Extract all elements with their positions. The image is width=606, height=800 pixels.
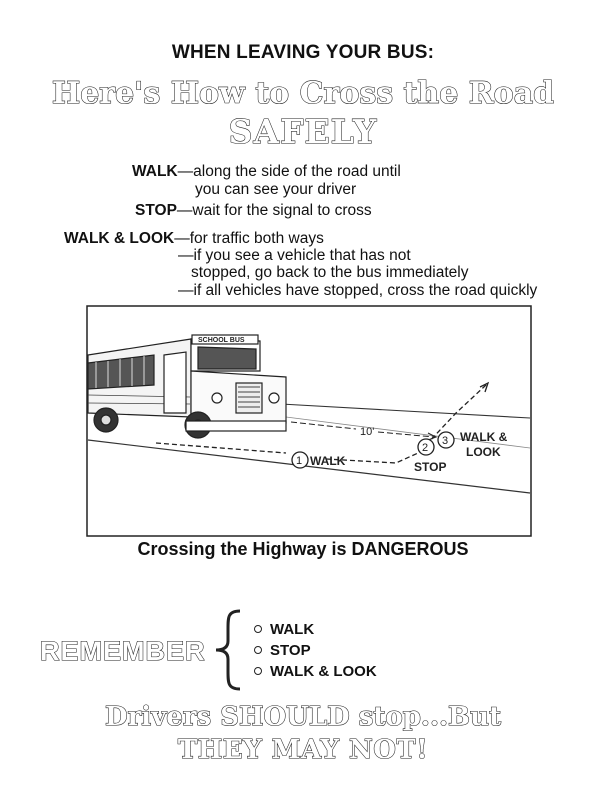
- bumper: [186, 421, 286, 431]
- remember-word: REMEMBER: [40, 636, 206, 666]
- header-line: WHEN LEAVING YOUR BUS:: [171, 42, 435, 63]
- step-2-number: 2: [422, 442, 429, 454]
- footer-line-1: Drivers SHOULD stop...But: [105, 702, 501, 732]
- instruction-walk: [132, 163, 401, 181]
- step-3-label-2: LOOK: [466, 445, 501, 459]
- remember-item-walk-look: WALK & LOOK: [254, 663, 377, 680]
- bullet-icon: [254, 667, 262, 675]
- walk-text-continued: you can see your driver: [195, 181, 357, 198]
- stop-label: STOP: [135, 202, 177, 219]
- walk-look-label: WALK & LOOK: [64, 230, 175, 247]
- step-3-number: 3: [442, 435, 449, 447]
- walk-label: WALK: [132, 163, 178, 180]
- headlight-right: [269, 393, 279, 403]
- walk-look-text: —for traffic both ways: [174, 230, 324, 247]
- curly-brace-icon: [206, 607, 248, 693]
- step-1-label: WALK: [310, 454, 346, 468]
- step-3-label-1: WALK &: [460, 430, 508, 444]
- bus-door: [164, 352, 186, 413]
- school-bus: [88, 335, 286, 438]
- stop-text: —wait for the signal to cross: [176, 202, 372, 219]
- footer-line-2: THEY MAY NOT!: [177, 735, 429, 765]
- walk-text: —along the side of the road until: [177, 163, 401, 180]
- title-line-1: Here's How to Cross the Road: [51, 76, 555, 111]
- step-2-label: STOP: [414, 460, 447, 474]
- bus-sign-text: SCHOOL BUS: [198, 337, 245, 344]
- title-line-2: SAFELY: [228, 112, 378, 151]
- instruction-stop: [135, 202, 372, 220]
- illustration-caption: Crossing the Highway is DANGEROUS: [137, 539, 469, 559]
- walk-look-text-2: —if you see a vehicle that has not: [178, 247, 411, 264]
- bullet-icon: [254, 646, 262, 654]
- windshield: [198, 347, 256, 369]
- illustration-frame: [87, 306, 531, 536]
- walk-look-text-4: —if all vehicles have stopped, cross the road quickly: [178, 282, 538, 299]
- distance-label: 10': [360, 426, 375, 438]
- bus-crossing-illustration: [86, 305, 532, 537]
- walk-look-text-3: stopped, go back to the bus immediately: [191, 264, 469, 281]
- bullet-icon: [254, 625, 262, 633]
- remember-item-stop: STOP: [254, 642, 311, 659]
- headlight-left: [212, 393, 222, 403]
- instruction-walk-look: [64, 230, 324, 248]
- remember-item-walk: WALK: [254, 621, 314, 638]
- step-1-number: 1: [296, 455, 303, 467]
